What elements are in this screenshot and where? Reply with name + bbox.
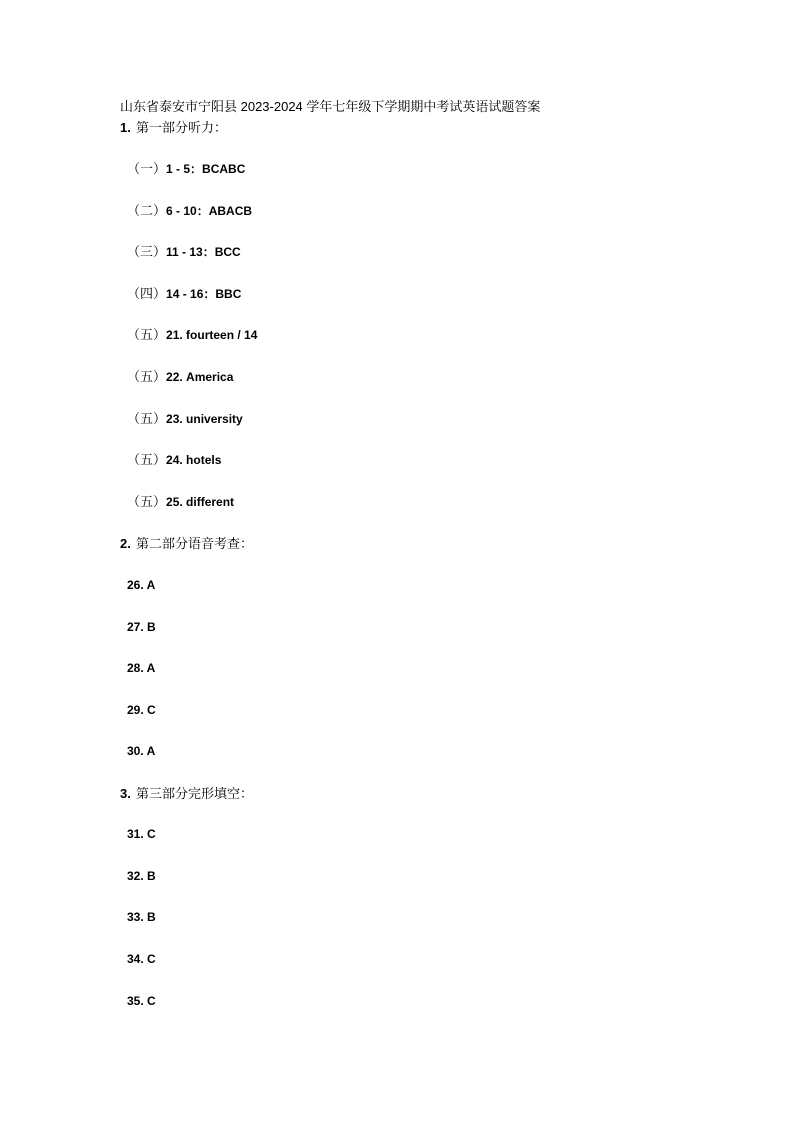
answer-item: 35. C	[127, 994, 156, 1008]
part-prefix: （五）	[127, 327, 167, 342]
section-label: 第一部分听力：	[136, 120, 228, 135]
answer-line	[127, 411, 243, 427]
part-prefix: （五）	[127, 411, 167, 426]
part-prefix: （二）	[127, 203, 167, 218]
answer-text: 6 - 10：ABACB	[166, 204, 253, 218]
part-prefix: （一）	[127, 161, 167, 176]
answer-line	[127, 452, 221, 468]
answer-item: 29. C	[127, 703, 156, 717]
answer-item: 27. B	[127, 620, 156, 634]
part-prefix: （四）	[127, 286, 167, 301]
answer-item: 33. B	[127, 910, 156, 924]
answer-item: 34. C	[127, 952, 156, 966]
part-prefix: （五）	[127, 369, 167, 384]
answer-line	[127, 494, 234, 510]
answer-item: 28. A	[127, 661, 156, 675]
section-number: 2.	[120, 536, 131, 551]
section-number: 1.	[120, 120, 131, 135]
answer-item: 32. B	[127, 869, 156, 883]
answer-item: 26. A	[127, 578, 156, 592]
document-title: 山东省泰安市宁阳县 2023-2024 学年七年级下学期期中考试英语试题答案	[120, 99, 541, 114]
section-heading-listening	[120, 119, 227, 137]
answer-text: 21. fourteen / 14	[166, 328, 258, 342]
answer-item: 30. A	[127, 744, 156, 758]
answer-line	[127, 203, 252, 219]
answer-line	[127, 369, 233, 385]
section-number: 3.	[120, 786, 131, 801]
answer-line	[127, 286, 241, 302]
section-heading-cloze	[120, 785, 253, 803]
answer-text: 14 - 16：BBC	[166, 287, 242, 301]
answer-text: 22. America	[166, 370, 234, 384]
answer-text: 11 - 13：BCC	[166, 245, 241, 259]
answer-text: 1 - 5：BCABC	[166, 162, 246, 176]
answer-text: 23. university	[166, 412, 243, 426]
answer-text: 25. different	[166, 495, 235, 509]
part-prefix: （三）	[127, 244, 167, 259]
answer-line	[127, 244, 241, 260]
part-prefix: （五）	[127, 494, 167, 509]
answer-text: 24. hotels	[166, 453, 222, 467]
answer-line	[127, 161, 245, 177]
answer-item: 31. C	[127, 827, 156, 841]
answer-line	[127, 327, 257, 343]
part-prefix: （五）	[127, 452, 167, 467]
section-label: 第三部分完形填空：	[136, 786, 254, 801]
section-heading-phonetics	[120, 535, 253, 553]
section-label: 第二部分语音考查：	[136, 536, 254, 551]
